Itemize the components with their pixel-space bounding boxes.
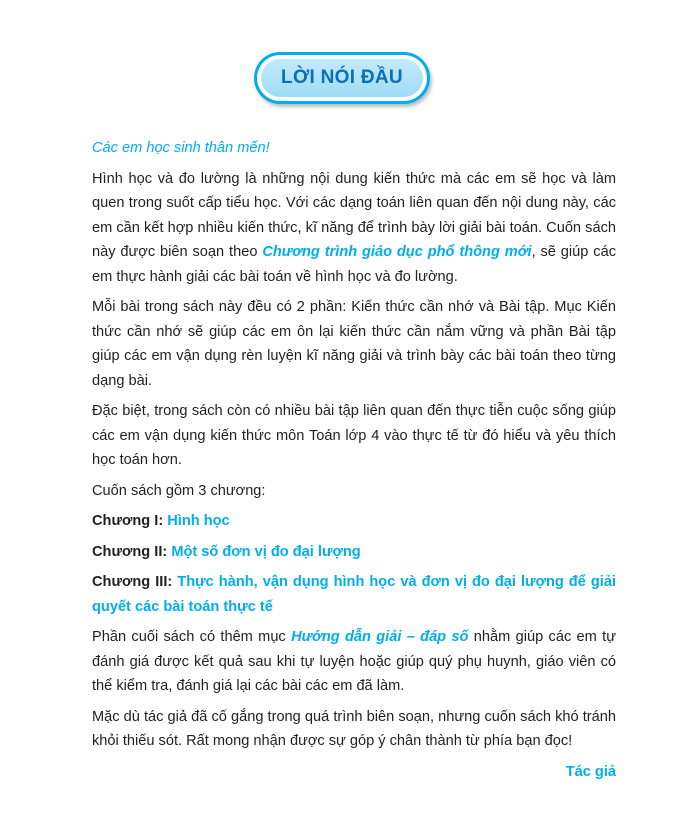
paragraph-closing: Mặc dù tác giả đã cố gắng trong quá trình biên soạn, nhưng cuốn sách khó tránh khỏi thiếu sót. Rất mong nhận được sự góp ý chân thành từ phía bạn đọc!	[92, 708, 616, 749]
chapter-title: Thực hành, vận dụng hình học và đơn vị đo đại lượng để giải quyết các bài toán thực tế	[92, 574, 616, 615]
paragraph-intro-end: , sẽ giúp các em thực hành giải các bài toán về hình học và đo lường.	[92, 244, 616, 285]
answers-highlight: Hướng dẫn giải – đáp số	[291, 629, 469, 645]
paragraph-intro-start: Hình học và đo lường là những nội dung kiến thức mà các em sẽ học và làm quen trong suốt cấp tiểu học. Với các dạng toán liên quan đến nội dung này, các em cần kết hợp nhiều kiến thức, kĩ năng để trình bày lời giải bài toán. Cuốn sách này được biên soạn theo	[92, 170, 616, 260]
paragraph-answers	[92, 625, 616, 699]
paragraph-answers-end: nhằm giúp các em tự đánh giá được kết quả sau khi tự luyện hoặc giúp quý phụ huynh, giáo viên có thể kiểm tra, đánh giá lại các bài các em đã làm.	[92, 629, 616, 694]
chapter-label: Chương II:	[92, 543, 172, 560]
chapter-item	[92, 570, 616, 619]
preface-body	[92, 136, 616, 790]
title-badge	[254, 52, 430, 104]
paragraph-chapters-intro: Cuốn sách gồm 3 chương:	[92, 482, 266, 499]
title-badge-fill	[261, 59, 423, 97]
title-badge-border	[257, 55, 427, 101]
chapter-item	[92, 540, 616, 565]
chapter-item	[92, 509, 616, 534]
paragraph-practice: Đặc biệt, trong sách còn có nhiều bài tập liên quan đến thực tiễn cuộc sống giúp các em vận dụng kiến thức môn Toán lớp 4 vào thực tế từ đó hiểu và yêu thích học toán hơn.	[92, 403, 616, 468]
chapter-title: Hình học	[167, 513, 230, 529]
page-title: LỜI NÓI ĐẦU	[281, 67, 403, 88]
chapter-label: Chương I:	[92, 513, 168, 529]
paragraph-intro	[92, 167, 616, 290]
greeting: Các em học sinh thân mến!	[92, 140, 270, 156]
chapter-title: Một số đơn vị đo đại lượng	[171, 543, 361, 560]
chapter-label: Chương III:	[92, 574, 178, 590]
paragraph-structure: Mỗi bài trong sách này đều có 2 phần: Kiến thức cần nhớ và Bài tập. Mục Kiến thức cần nhớ sẽ giúp các em ôn lại kiến thức cần nắm vững và phần Bài tập giúp các em vận dụng rèn luyện kĩ năng giải và trình bày các bài toán theo từng dạng bài.	[92, 299, 616, 389]
curriculum-highlight: Chương trình giáo dục phổ thông mới	[262, 244, 532, 260]
paragraph-answers-start: Phần cuối sách có thêm mục	[92, 629, 292, 645]
author-signature: Tác giả	[565, 763, 616, 780]
